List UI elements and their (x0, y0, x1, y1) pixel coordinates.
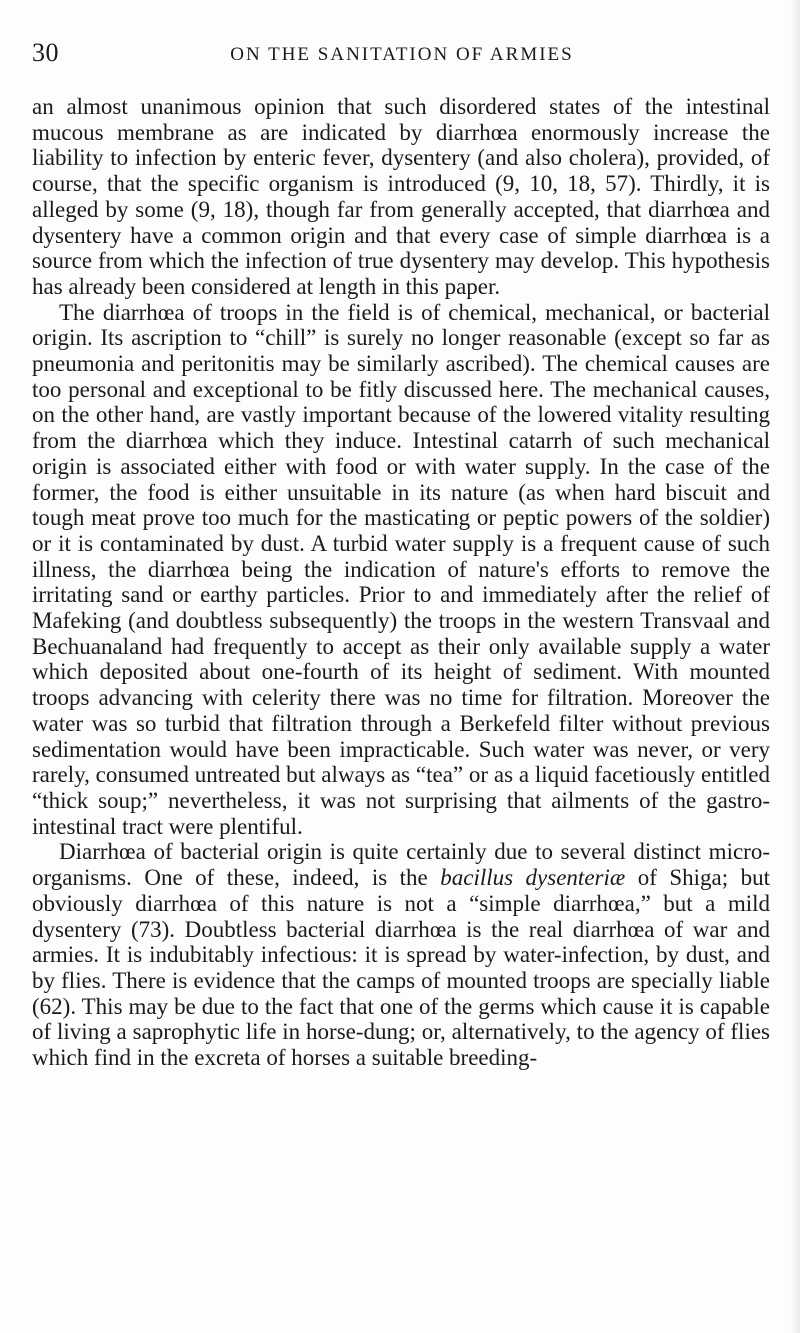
paragraph-continuation: an almost unanimous opinion that such disordered states of the intestinal mucous membrane as are indicated by diarrhœa enormously increase the liability to infection by enteric fever, dysentery (and also cholera), provided, of course, that the specific organism is introduced (9, 10, 18, 57). Thirdly, it is alleged by some (9, 18), though far from generally accepted, that diarrhœa and dysentery have a common origin and that every case of simple diarrhœa is a source from which the infection of true dysentery may develop. This hypothesis has already been considered at length in this paper. (32, 94, 770, 299)
running-head (32, 38, 772, 78)
page-number: 30 (32, 38, 59, 67)
running-title: ON THE SANITATION OF ARMIES (230, 44, 574, 65)
paragraph-text-part-1: Diarrhœa of bacterial origin is quite certainly due to several distinct micro-organisms. One of these, indeed, is the (32, 839, 770, 891)
body-text (32, 94, 770, 1071)
paragraph-bacterial-diarrhoea (32, 839, 770, 1070)
italic-organism-name: bacillus dysenteriæ (440, 865, 626, 891)
paragraph-text-part-2: of Shiga; but obviously diarrhœa of this nature is not a “simple diarrhœa,” but a mild dysentery (73). Doubtless bacterial diarrhœa is the real diarrhœa of war and armies. It is indubitably infectious: it is spread by water-infection, by dust, and by flies. There is evidence that the camps of mounted troops are specially liable (62). This may be due to the fact that one of the germs which cause it is capable of living a saprophytic life in horse-dung; or, alternatively, to the agency of flies which find in the excreta of horses a suitable breeding- (32, 865, 770, 1071)
page-edge-shadow (790, 0, 800, 1333)
paragraph-diarrhoea-origin: The diarrhœa of troops in the field is of chemical, mechanical, or bacterial origin. Its ascription to “chill” is surely no longer reasonable (except so far as pneumonia and peritonitis may be similarly ascribed). The chemical causes are too personal and exceptional to be fitly discussed here. The mechanical causes, on the other hand, are vastly important because of the lowered vitality resulting from the diarrhœa which they induce. Intestinal catarrh of such mechanical origin is associated either with food or with water supply. In the case of the former, the food is either unsuitable in its nature (as when hard biscuit and tough meat prove too much for the masticating or peptic powers of the soldier) or it is contaminated by dust. A turbid water supply is a frequent cause of such illness, the diarrhœa being the indication of nature's efforts to remove the irritating sand or earthy particles. Prior to and immediately after the relief of Mafeking (and doubtless subsequently) the troops in the western Transvaal and Bechuanaland had frequently to accept as their only available supply a water which deposited about one-fourth of its height of sediment. With mounted troops advancing with celerity there was no time for filtration. Moreover the water was so turbid that filtration through a Berkefeld filter without previous sedimentation would have been impracticable. Such water was never, or very rarely, consumed untreated but always as “tea” or as a liquid facetiously entitled “thick soup;” nevertheless, it was not surprising that ailments of the gastro-intestinal tract were plentiful. (32, 299, 770, 839)
